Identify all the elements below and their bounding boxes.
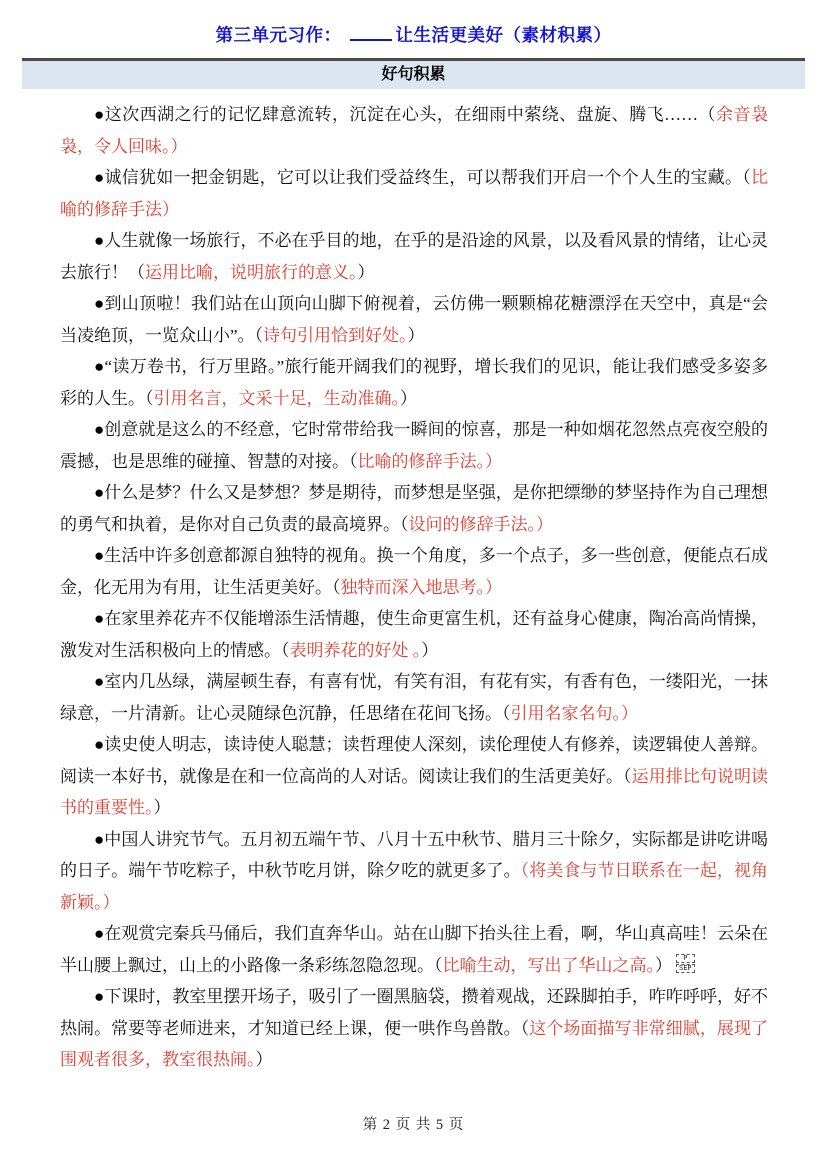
annotation-text: 比喻的修辞手法。） — [357, 451, 502, 471]
annotation-text: 独特而深入地思考。） — [340, 577, 502, 597]
annotation-tail: ） — [153, 798, 171, 817]
bullet-icon: ● — [94, 420, 105, 439]
annotation-tail: ） — [400, 388, 417, 408]
annotation-text: 余音袅袅，令人回味。） — [60, 105, 768, 156]
bullet-icon: ● — [94, 672, 105, 691]
bullet-icon: ● — [94, 609, 105, 628]
sentence-text: 在家里养花卉不仅能增添生活情趣，使生命更富生机，还有益身心健康，陶冶高尚情操，激发对生活积极向上的情感。（ — [60, 609, 768, 660]
sentence-item — [60, 162, 768, 225]
bullet-icon: ● — [94, 987, 105, 1006]
bullet-icon: ● — [94, 105, 105, 124]
sentence-text: 读史使人明志，读诗使人聪慧；读哲理使人深刻，读伦理使人有修养，读逻辑使人善辩。阅读一本好书，就像是在和一位高尚的人对话。阅读让我们的生活更美好。（ — [60, 735, 768, 786]
sentence-text: 下课时，教室里摆开场子，吸引了一圈黑脑袋，攒着观战，还跺脚拍手，咋咋呼呼，好不热闹。常要等老师进来，才知道已经上课，便一哄作鸟兽散。（ — [60, 987, 768, 1038]
sentence-item — [60, 729, 768, 824]
bullet-icon: ● — [94, 924, 105, 943]
blank-underline — [350, 23, 392, 41]
sentence-text: 诚信犹如一把金钥匙，它可以让我们受益终生，可以帮我们开启一个个人生的宝藏。（ — [104, 168, 751, 187]
annotation-tail: ） — [407, 325, 425, 345]
sentence-item — [60, 225, 768, 288]
sentence-list — [60, 99, 768, 1076]
sentence-text: “读万卷书，行万里路。”旅行能开阔我们的视野，增长我们的见识，能让我们感受多姿多彩的人生。（ — [60, 357, 768, 408]
sentence-text: 人生就像一场旅行，不必在乎目的地，在乎的是沿途的风景，以及看风景的情绪，让心灵去旅行！（ — [60, 231, 768, 282]
page-title-prefix: 第三单元习作： — [215, 25, 342, 45]
annotation-text: 设问的修辞手法。） — [408, 514, 553, 534]
sentence-text: 到山顶啦！我们站在山顶向山脚下俯视着，云仿佛一颗颗棉花糖漂浮在天空中，真是“会当凌绝顶，一览众山小”。（ — [60, 294, 768, 345]
sentence-item — [60, 288, 768, 351]
bullet-icon: ● — [94, 735, 105, 754]
sentence-text: 在观赏完秦兵马俑后，我们直奔华山。站在山脚下抬头往上看，啊，华山真高哇！云朵在半山腰上飘过，山上的小路像一条彩练忽隐忽现。（ — [60, 924, 768, 975]
bullet-icon: ● — [94, 168, 105, 187]
sentence-item — [60, 99, 768, 162]
sentence-text: 室内几丛绿，满屋顿生春，有喜有忧，有笑有泪，有花有实，有香有色，一缕阳光，一抹绿意，一片清新。让心灵随绿色沉静，任思绪在花间飞扬。（ — [60, 672, 768, 723]
bullet-icon: ● — [94, 357, 105, 376]
annotation-text: 比喻生动，写出了华山之高。 — [442, 955, 655, 975]
sentence-item — [60, 603, 768, 666]
sentence-item — [60, 824, 768, 919]
page-break-sep-icon: P SEP — [676, 954, 695, 974]
annotation-tail: ） — [421, 640, 439, 660]
section-header-bar — [22, 58, 805, 89]
sentence-text: 中国人讲究节气。五月初五端午节、八月十五中秋节、腊月三十除夕，实际都是讲吃讲喝的日子。端午节吃粽子，中秋节吃月饼，除夕吃的就更多了。 — [60, 829, 768, 880]
page-title-suffix: 让生活更美好（素材积累） — [395, 25, 612, 45]
page-title — [0, 0, 827, 47]
annotation-text: 诗句引用恰到好处。 — [263, 325, 408, 345]
bullet-icon: ● — [94, 546, 105, 565]
section-title: 好句积累 — [381, 66, 446, 83]
annotation-tail: ） — [255, 1050, 273, 1069]
sentence-item — [60, 981, 768, 1076]
sentence-text: 创意就是这么的不经意，它时常带给我一瞬间的惊喜，那是一种如烟花忽然点亮夜空般的震撼，也是思维的碰撞、智慧的对接。（ — [60, 420, 768, 471]
bullet-icon: ● — [94, 829, 105, 849]
page-footer — [0, 1113, 827, 1134]
sentence-text: 什么是梦？什么又是梦想？梦是期待，而梦想是坚强，是你把缥缈的梦坚持作为自己理想的勇气和执着，是你对自己负责的最高境界。（ — [60, 483, 768, 534]
annotation-text: （将美食与节日联系在一起，视角新颖。） — [60, 861, 769, 912]
sentence-item — [60, 414, 768, 477]
bullet-icon: ● — [94, 483, 105, 502]
sentence-item — [60, 918, 768, 981]
annotation-tail: ） — [655, 955, 672, 975]
sentence-item — [60, 540, 768, 603]
annotation-text: 运用排比句说明读书的重要性。 — [60, 766, 769, 817]
bullet-icon: ● — [94, 231, 105, 250]
page-number-text: 第 2 页 共 5 页 — [362, 1117, 465, 1133]
sentence-text: 这次西湖之行的记忆肆意流转，沉淀在心头，在细雨中萦绕、盘旋、腾飞……（ — [104, 105, 717, 124]
annotation-text: 引用名家名句。） — [510, 703, 638, 723]
annotation-text: 比喻的修辞手法） — [60, 168, 768, 219]
bullet-icon: ● — [94, 294, 105, 313]
sentence-item — [60, 477, 768, 540]
sentence-item — [60, 351, 768, 414]
annotation-text: 表明养花的好处 。 — [289, 640, 422, 660]
annotation-text: 运用比喻，说明旅行的意义。 — [145, 262, 358, 282]
sentence-item — [60, 666, 768, 729]
annotation-tail: ） — [357, 262, 375, 282]
annotation-text: 这个场面描写非常细腻，展现了围观者很多，教室很热闹。 — [60, 1018, 769, 1069]
annotation-text: 引用名言，文采十足，生动准确。 — [153, 388, 400, 408]
sentence-text: 生活中许多创意都源自独特的视角。换一个角度，多一个点子，多一些创意，便能点石成金，化无用为有用，让生活更美好。（ — [60, 546, 768, 597]
